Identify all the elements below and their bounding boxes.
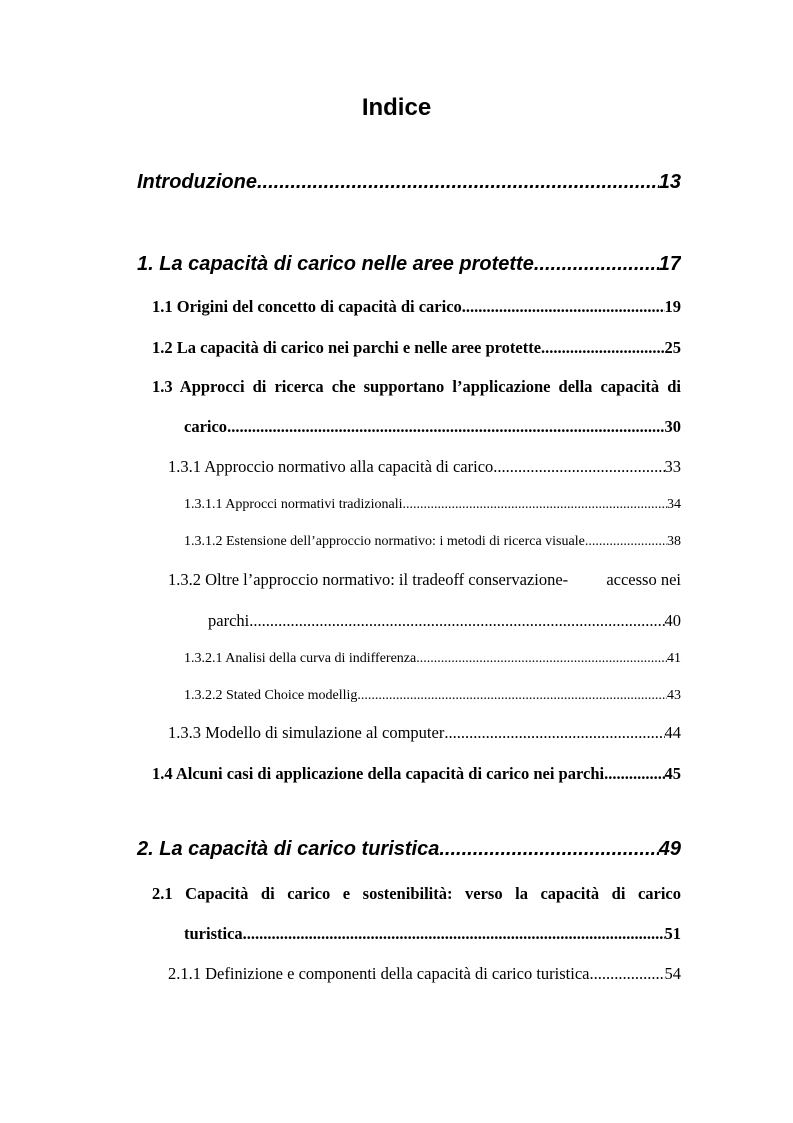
toc-entry-page: 45: [664, 764, 681, 783]
toc-entry-label: 2. La capacità di carico turistica: [137, 838, 440, 860]
toc-entry-page: 33: [664, 457, 681, 476]
toc-entry-page: 49: [658, 838, 681, 860]
toc-entry-page: 38: [667, 534, 681, 549]
toc-leader-dots: [462, 295, 665, 319]
toc-entry-page: 17: [658, 253, 681, 275]
toc-entry-label-cont: accesso nei: [606, 570, 681, 589]
toc-entry-1-3-2-1[interactable]: [184, 648, 681, 670]
toc-entry-label: 1.1 Origini del concetto di capacità di carico: [152, 297, 462, 316]
toc-leader-dots: [257, 168, 659, 196]
toc-entry-page: 41: [667, 651, 681, 666]
toc-entry-1-3-1-2[interactable]: [184, 531, 681, 553]
toc-leader-dots: [249, 609, 664, 633]
toc-entry-2-1-line1[interactable]: 2.1 Capacità di carico e sostenibilità: verso la capacità di carico: [152, 884, 681, 903]
toc-leader-dots: [604, 762, 664, 786]
toc-entry-1-3-line2[interactable]: [184, 415, 681, 439]
toc-entry-page: 40: [664, 611, 681, 630]
toc-leader-dots: [439, 835, 658, 863]
toc-entry-page: 43: [667, 688, 681, 703]
toc-entry-page: 54: [664, 964, 681, 983]
toc-entry-label: parchi: [208, 611, 250, 630]
toc-entry-page: 25: [664, 338, 681, 357]
toc-entry-1-3-2-line2[interactable]: [208, 609, 681, 633]
toc-entry-label: 1.2 La capacità di carico nei parchi e nelle aree protette: [152, 338, 542, 357]
toc-entry-1-3-line1[interactable]: 1.3 Approcci di ricerca che supportano l’applicazione della capacità di: [152, 377, 681, 396]
toc-entry-1-3-1[interactable]: [168, 455, 681, 479]
toc-entry-1-4[interactable]: [152, 762, 681, 786]
toc-entry-label: 1.3.2.1 Analisi della curva di indifferenza: [184, 651, 417, 666]
toc-entry-page: 51: [664, 924, 681, 943]
toc-entry-1-3-1-1[interactable]: [184, 494, 681, 516]
page-title: Indice: [361, 94, 432, 121]
toc-leader-dots: [585, 531, 667, 553]
toc-leader-dots: [534, 250, 659, 278]
toc-leader-dots: [227, 415, 664, 439]
toc-entry-label: 1.3.1.2 Estensione dell’approccio normativo: i metodi di ricerca visuale: [184, 534, 585, 549]
toc-entry-page: 30: [664, 417, 681, 436]
toc-leader-dots: [243, 922, 665, 946]
toc-entry-1-3-2-line1[interactable]: [168, 568, 681, 592]
toc-leader-dots: [444, 721, 664, 745]
toc-entry-2-1-1[interactable]: [168, 962, 681, 986]
toc-leader-dots: [357, 685, 667, 707]
toc-leader-dots: [541, 336, 664, 360]
toc-leader-dots: [590, 962, 665, 986]
toc-entry-label: 1.3.2 Oltre l’approccio normativo: il tradeoff conservazione-: [168, 570, 569, 589]
toc-entry-page: 44: [664, 723, 681, 742]
toc-entry-page: 34: [667, 497, 681, 512]
toc-entry-label: 1.3.2.2 Stated Choice modellig: [184, 688, 358, 703]
toc-entry-label: 1.3.1 Approccio normativo alla capacità di carico: [168, 457, 494, 476]
toc-entry-1-2[interactable]: [152, 336, 681, 360]
toc-entry-1-1[interactable]: [152, 295, 681, 319]
toc-entry-label: 1. La capacità di carico nelle aree protette: [137, 253, 534, 275]
toc-entry-label: 1.4 Alcuni casi di applicazione della capacità di carico nei parchi: [152, 764, 605, 783]
toc-entry-label: 1.3.1.1 Approcci normativi tradizionali: [184, 497, 403, 512]
toc-entry-chapter-1[interactable]: [137, 250, 681, 278]
toc-entry-2-1-line2[interactable]: [184, 922, 681, 946]
toc-leader-dots: [403, 494, 667, 516]
toc-entry-1-3-3[interactable]: [168, 721, 681, 745]
toc-entry-label: 2.1.1 Definizione e componenti della capacità di carico turistica: [168, 964, 590, 983]
toc-entry-1-3-2-2[interactable]: [184, 685, 681, 707]
toc-entry-label: 1.3.3 Modello di simulazione al computer: [168, 723, 445, 742]
toc-entry-label: turistica: [184, 924, 243, 943]
toc-leader-dots: [416, 648, 667, 670]
toc-leader-dots: [493, 455, 664, 479]
toc-entry-label: Introduzione: [137, 171, 257, 193]
toc-entry-label: carico: [184, 417, 228, 436]
toc-entry-chapter-2[interactable]: [137, 835, 681, 863]
toc-entry-page: 19: [664, 297, 681, 316]
toc-entry-page: 13: [658, 171, 681, 193]
toc-entry-introduzione[interactable]: [137, 168, 681, 196]
